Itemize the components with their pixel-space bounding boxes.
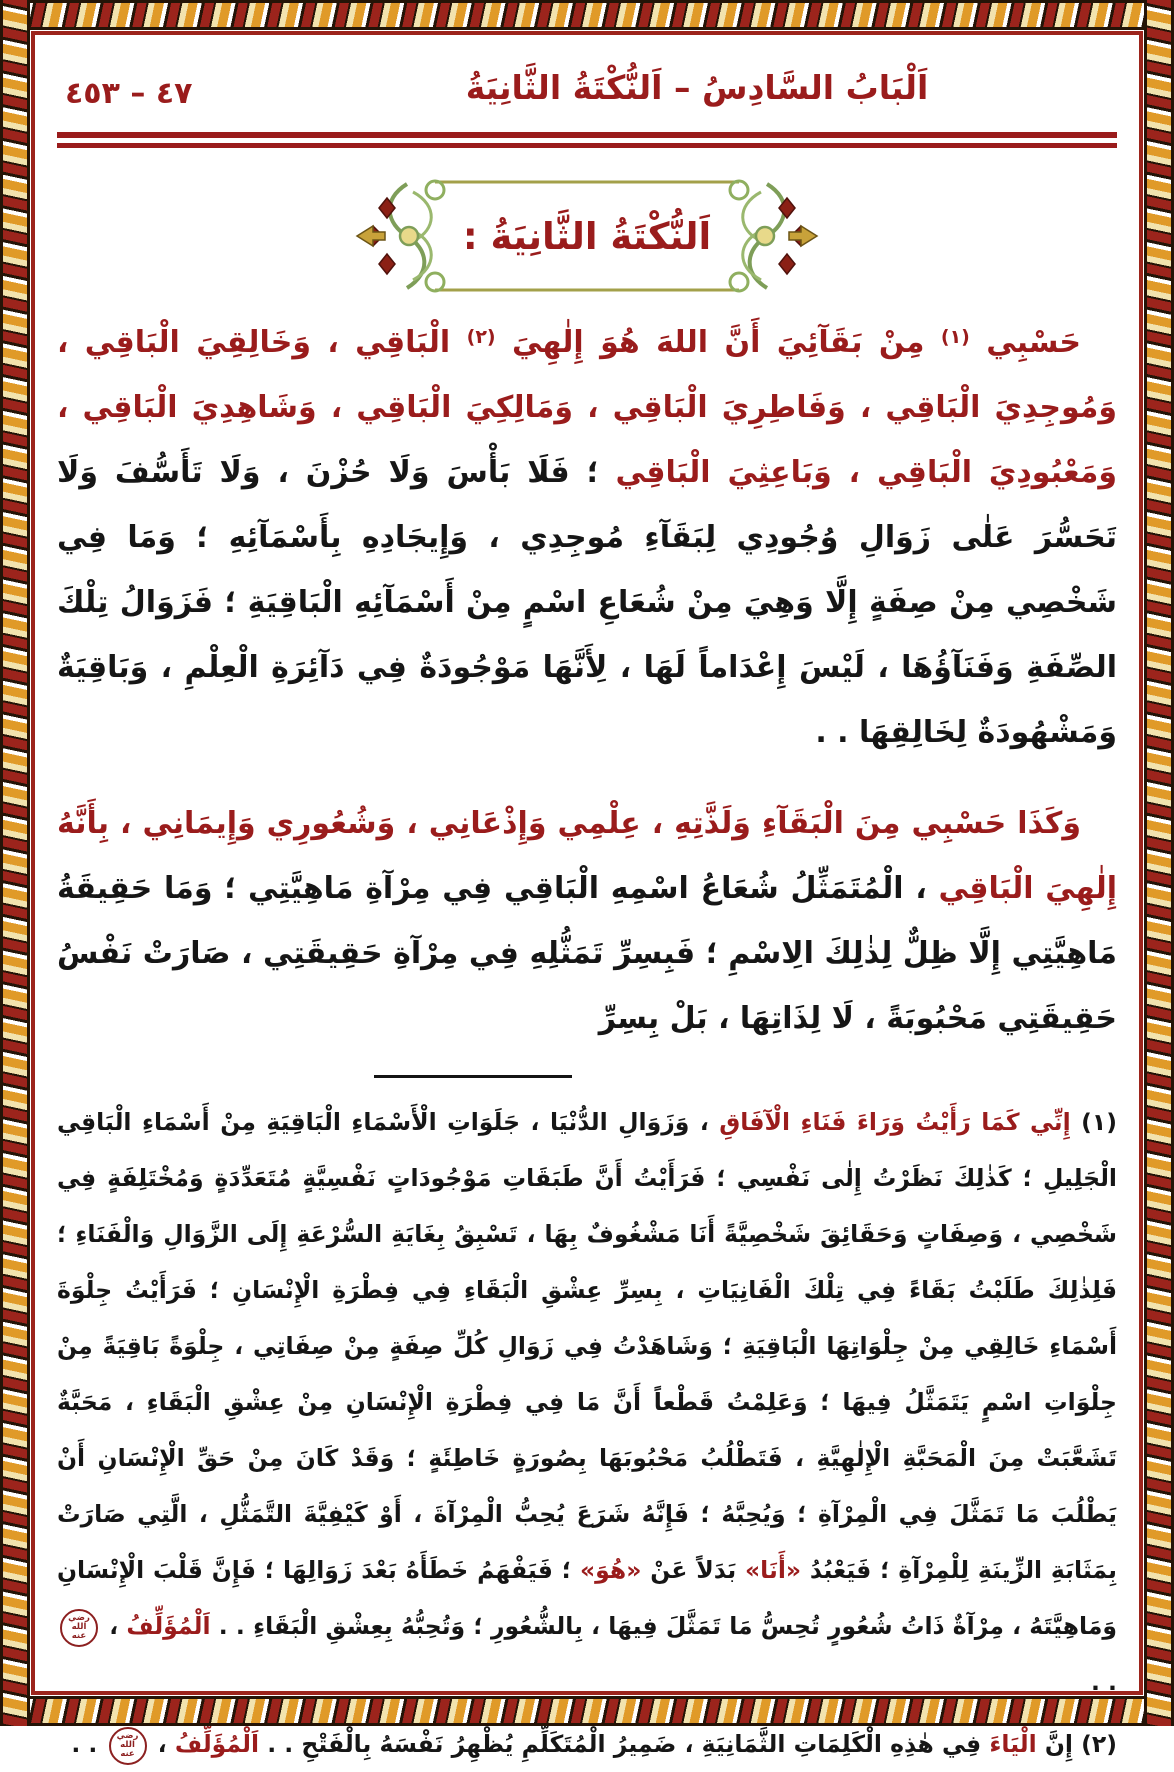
text-segment: اَلْمُؤَلِّفُ bbox=[126, 1612, 211, 1640]
text-segment: حَسْبِي bbox=[969, 325, 1081, 360]
decorative-border-right bbox=[1144, 0, 1174, 1726]
text-segment: «أَنَا» bbox=[744, 1556, 802, 1584]
text-segment: «هُوَ» bbox=[579, 1556, 642, 1584]
text-segment: (١) bbox=[1070, 1108, 1118, 1136]
text-segment: ؛ فَلَا بَأْسَ وَلَا حُزْنَ ، وَلَا تَأَسُّفَ وَلَا تَحَسُّرَ عَلٰى زَوَالِ وُجُودِي لِبَقَآءِ مُوجِدِي ، وَإِيجَادِهِ بِأَسْمَآئِهِ ؛ وَمَا فِي شَخْصِي مِنْ صِفَةٍ إِلَّا وَهِيَ مِنْ شُعَاعِ اسْمٍ مِنْ أَسْمَآئِهِ الْبَاقِيَةِ ؛ فَزَوَالُ تِلْكَ الصِّفَةِ وَفَنَآؤُهَا ، لَيْسَ إِعْدَاماً لَهَا ، لِأَنَّهَا مَوْجُودَةٌ فِي دَآئِرَةِ الْعِلْمِ ، وَبَاقِيَةٌ وَمَشْهُودَةٌ لِخَالِقِهَا . . bbox=[57, 455, 1117, 750]
decorative-border-top bbox=[0, 0, 1174, 30]
text-segment: اَلْمُؤَلِّفُ bbox=[174, 1730, 260, 1758]
text-segment: . . bbox=[1090, 1668, 1117, 1696]
text-segment: بَدَلاً عَنْ bbox=[641, 1556, 745, 1584]
page-numbers: ٤٧ – ٤٥٣ bbox=[65, 76, 193, 111]
footnotes bbox=[57, 1094, 1117, 1772]
text-segment: وَكَذَا حَسْبِي مِنَ الْبَقَآءِ وَلَذَّتِهِ ، عِلْمِي وَإِذْعَانِي ، وَشُعُورِي وَإِيمَانِي ، بِأَنَّهُ إِلٰهِيَ الْبَاقِي bbox=[57, 806, 1117, 906]
chapter-title: اَلْبَابُ السَّادِسُ – اَلنُّكْتَةُ الثَّانِيَةُ bbox=[465, 68, 929, 107]
header-rule-thin bbox=[57, 143, 1117, 148]
page-content bbox=[57, 62, 1118, 1759]
body-text bbox=[57, 310, 1117, 1051]
text-segment: ، bbox=[149, 1730, 175, 1758]
footnote-separator bbox=[374, 1075, 572, 1078]
paragraph-2 bbox=[57, 791, 1117, 1051]
text-segment: الْبَاقِي ، وَخَالِقِيَ الْبَاقِي ، وَمُوجِدِيَ الْبَاقِي ، وَفَاطِرِيَ الْبَاقِي ، وَمَالِكِيَ الْبَاقِي ، وَشَاهِدِيَ الْبَاقِي ، وَمَعْبُودِيَ الْبَاقِي ، وَبَاعِثِيَ الْبَاقِي bbox=[57, 325, 1118, 490]
author-seal-icon: رضي الله عنه bbox=[109, 1727, 147, 1765]
text-segment: (٢) إِنَّ bbox=[1036, 1730, 1117, 1758]
text-segment: ، الْمُتَمَثِّلُ شُعَاعُ اسْمِهِ الْبَاقِي فِي مِرْآةِ مَاهِيَّتِي ؛ وَمَا حَقِيقَةُ مَاهِيَّتِي إِلَّا ظِلٌّ لِذٰلِكَ الِاسْمِ ؛ فَبِسِرِّ تَمَثُّلِهِ فِي مِرْآةِ حَقِيقَتِي ، صَارَتْ نَفْسُ حَقِيقَتِي مَحْبُوبَةً ، لَا لِذَاتِهَا ، بَلْ بِسِرِّ bbox=[57, 871, 1117, 1036]
decorative-border-left bbox=[0, 0, 30, 1726]
section-ornament bbox=[327, 166, 847, 306]
paragraph-1 bbox=[57, 310, 1117, 765]
footnote-ref: (١) bbox=[940, 326, 970, 348]
decorative-border-bottom bbox=[0, 1696, 1174, 1726]
text-segment: ، وَزَوَالِ الدُّنْيَا ، جَلَوَاتِ الْأَسْمَاءِ الْبَاقِيَةِ مِنْ أَسْمَاءِ الْبَاقِي الْجَلِيلِ ؛ كَذٰلِكَ نَظَرْتُ إِلٰى نَفْسِي ؛ فَرَأَيْتُ أَنَّ طَبَقَاتِ مَوْجُودَاتٍ نَفْسِيَّةٍ مُتَعَدِّدَةٍ وَمُخْتَلِفَةٍ فِي شَخْصِي ، وَصِفَاتٍ وَحَقَائِقَ شَخْصِيَّةً أَنَا مَشْغُوفٌ بِهَا ، تَسْبِقُ بِغَايَةِ السُّرْعَةِ إِلَى الزَّوَالِ وَالْفَنَاءِ ؛ فَلِذٰلِكَ طَلَبْتُ بَقَاءً فِي تِلْكَ الْفَانِيَاتِ ، بِسِرِّ عِشْقِ الْبَقَاءِ فِي فِطْرَةِ الْإِنْسَانِ ؛ فَرَأَيْتُ جِلْوَةَ أَسْمَاءِ خَالِقِي مِنْ جِلْوَاتِهَا الْبَاقِيَةِ ؛ وَشَاهَدْتُ فِي زَوَالِ كُلِّ صِفَةٍ مِنْ صِفَاتِي ، جِلْوَةً بَاقِيَةً مِنْ جِلْوَاتِ اسْمٍ يَتَمَثَّلُ فِيهَا ؛ وَعَلِمْتُ قَطْعاً أَنَّ مَا فِي فِطْرَةِ الْإِنْسَانِ مِنْ عِشْقِ الْبَقَاءِ ، مَحَبَّةٌ تَشَعَّبَتْ مِنَ الْمَحَبَّةِ الْإِلٰهِيَّةِ ، فَتَطْلُبُ مَحْبُوبَهَا بِصُورَةٍ خَاطِئَةٍ ؛ وَقَدْ كَانَ مِنْ حَقِّ الْإِنْسَانِ أَنْ يَطْلُبَ مَا تَمَثَّلَ فِي الْمِرْآةِ ؛ وَيُحِبَّهُ ؛ فَإِنَّهُ شَرَعَ يُحِبُّ الْمِرْآةَ ، أَوْ كَيْفِيَّةَ التَّمَثُّلِ ، الَّتِي صَارَتْ بِمَثَابَةِ الزِّينَةِ لِلْمِرْآةِ ؛ فَيَعْبُدُ bbox=[57, 1108, 1117, 1584]
text-segment: ؛ فَيَفْهَمُ خَطَأَهُ بَعْدَ زَوَالِهَا ؛ فَإِنَّ قَلْبَ الْإِنْسَانِ وَمَاهِيَّتَهُ ، مِرْآةٌ ذَاتُ شُعُورٍ تُحِسُّ مَا تَمَثَّلَ فِيهَا ، بِالشُّعُورِ ؛ وَتُحِبُّهُ بِعِشْقِ الْبَقَاءِ . . bbox=[57, 1556, 1117, 1640]
section-title: اَلنُّكْتَةُ الثَّانِيَةُ : bbox=[462, 214, 712, 258]
text-segment: فِي هٰذِهِ الْكَلِمَاتِ الثَّمَانِيَةِ ، ضَمِيرُ الْمُتَكَلِّمِ يُظْهِرُ نَفْسَهُ بِالْفَتْحِ . . bbox=[259, 1730, 990, 1758]
footnote-1 bbox=[57, 1094, 1117, 1710]
text-segment: ، bbox=[101, 1612, 127, 1640]
text-segment: إِنِّي كَمَا رَأَيْتُ وَرَاءَ فَنَاءِ الْآفَاقِ bbox=[719, 1108, 1071, 1136]
footnote-ref: (٢) bbox=[466, 326, 496, 348]
text-segment: . . bbox=[71, 1730, 106, 1758]
text-segment: الْيَاءَ bbox=[989, 1730, 1037, 1758]
header-rule-thick bbox=[57, 132, 1117, 138]
page-header bbox=[57, 62, 1117, 120]
author-seal-icon: رضي الله عنه bbox=[60, 1609, 98, 1647]
text-segment: مِنْ بَقَآئِيَ أَنَّ اللهَ هُوَ إِلٰهِيَ bbox=[495, 325, 941, 360]
